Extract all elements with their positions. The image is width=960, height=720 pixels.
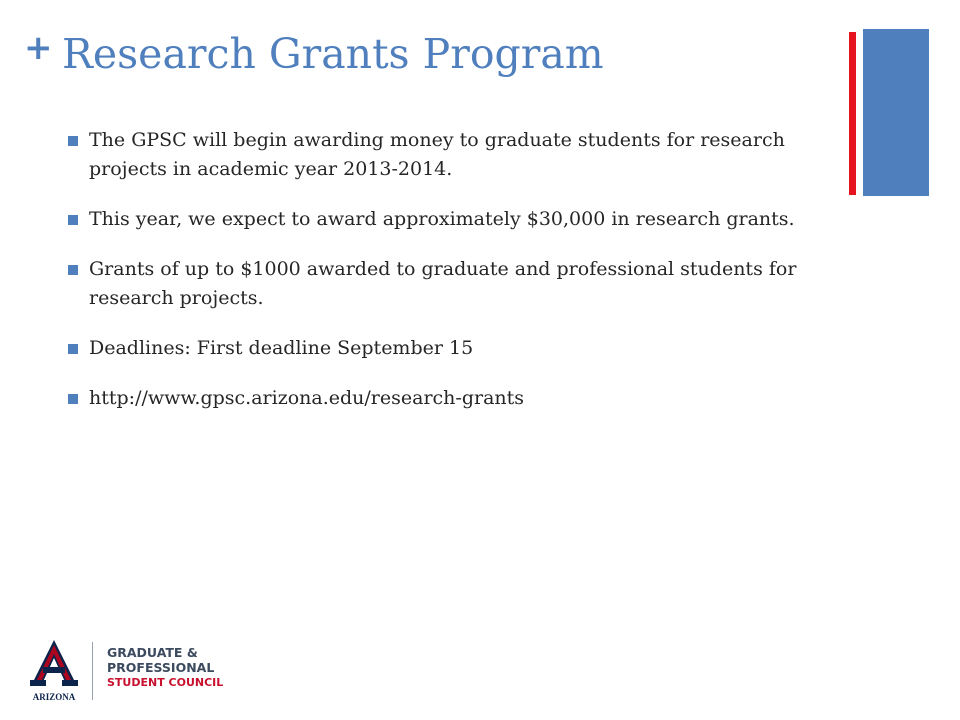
bullet-text: Grants of up to $1000 awarded to graduate and professional students for research projects. (89, 258, 797, 309)
arizona-a-logo-icon (28, 636, 80, 706)
square-bullet-icon (68, 136, 78, 146)
plus-icon: + (24, 28, 53, 68)
bullet-text: Deadlines: First deadline September 15 (89, 337, 474, 359)
bullet-item-deadlines (68, 334, 828, 363)
bullet-text: This year, we expect to award approximately $30,000 in research grants. (89, 208, 795, 230)
logo-line-graduate: GRADUATE & (107, 645, 198, 660)
emblem-wordmark: ARIZONA (32, 692, 76, 702)
bullet-list (68, 126, 828, 434)
gpsc-logo (28, 636, 228, 706)
bullet-text: The GPSC will begin awarding money to graduate students for research projects in academic year 2013-2014. (89, 129, 785, 180)
slide-title: Research Grants Program (62, 30, 604, 78)
square-bullet-icon (68, 344, 78, 354)
bullet-item-gpsc-awarding (68, 126, 828, 184)
square-bullet-icon (68, 265, 78, 275)
square-bullet-icon (68, 394, 78, 404)
bullet-item-grant-size (68, 255, 828, 313)
blue-accent-bar (863, 29, 929, 196)
bullet-item-expected-amount (68, 205, 828, 234)
logo-wordmark (107, 645, 223, 690)
bullet-item-url[interactable] (68, 384, 828, 413)
square-bullet-icon (68, 215, 78, 225)
logo-divider (92, 642, 93, 700)
grants-link[interactable]: http://www.gpsc.arizona.edu/research-grants (89, 387, 525, 409)
logo-line-student-council: STUDENT COUNCIL (107, 676, 224, 689)
logo-line-professional: PROFESSIONAL (107, 660, 215, 675)
red-accent-bar (849, 32, 856, 195)
